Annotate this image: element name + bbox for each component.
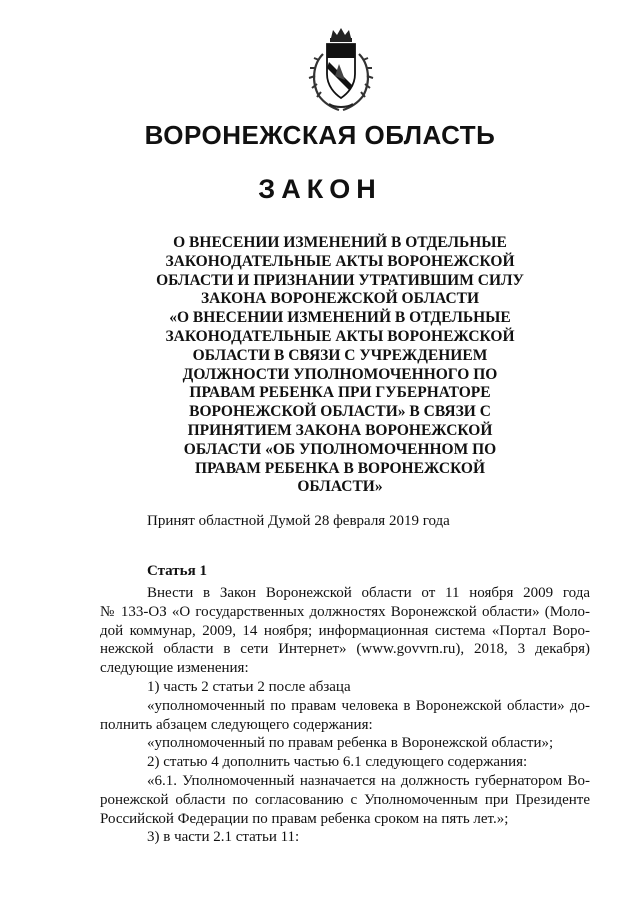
body-line: ронежской области по согласованию с Уполномоченным при Президенте	[100, 791, 590, 808]
title-line: ПРИНЯТИЕМ ЗАКОНА ВОРОНЕЖСКОЙ	[187, 421, 493, 439]
title-line: ОБЛАСТИ И ПРИЗНАНИИ УТРАТИВШИМ СИЛУ	[156, 271, 524, 289]
body-line: «уполномоченный по правам ребенка в Воронежской области»;	[147, 735, 554, 752]
title-line: ОБЛАСТИ «ОБ УПОЛНОМОЧЕННОМ ПО	[183, 440, 497, 458]
article-heading: Статья 1	[147, 563, 207, 579]
body-line: № 133-ОЗ «О государственных должностях Воронежской области» (Моло-	[100, 603, 590, 620]
body-line: «6.1. Уполномоченный назначается на должность губернатором Во-	[147, 772, 590, 789]
adoption-note: Принят областной Думой 28 февраля 2019 года	[147, 513, 450, 529]
body-line: следующие изменения:	[100, 660, 249, 677]
body-line: полнить абзацем следующего содержания:	[100, 716, 373, 733]
law-title	[140, 234, 540, 497]
title-line: ЗАКОНА ВОРОНЕЖСКОЙ ОБЛАСТИ	[200, 290, 480, 308]
coat-of-arms-icon	[305, 24, 377, 112]
title-line: ДОЛЖНОСТИ УПОЛНОМОЧЕННОГО ПО	[182, 365, 498, 383]
body-line: Внести в Закон Воронежской области от 11 ноября 2009 года	[147, 585, 590, 601]
body-line: 1) часть 2 статьи 2 после абзаца	[147, 678, 351, 695]
title-line: ВОРОНЕЖСКОЙ ОБЛАСТИ» В СВЯЗИ С	[189, 403, 491, 421]
title-line: ЗАКОНОДАТЕЛЬНЫЕ АКТЫ ВОРОНЕЖСКОЙ	[165, 252, 515, 270]
body-line: Российской Федерации по правам ребенка сроком на пять лет.»;	[100, 810, 509, 827]
body-line: 3) в части 2.1 статьи 11:	[147, 829, 300, 846]
title-line: ПРАВАМ РЕБЕНКА ПРИ ГУБЕРНАТОРЕ	[189, 384, 491, 402]
title-line: ОБЛАСТИ»	[297, 478, 383, 496]
body-line: нежской области в сети Интернет» (www.govvrn.ru), 2018, 3 декабря)	[100, 641, 590, 658]
title-line: ОБЛАСТИ В СВЯЗИ С УЧРЕЖДЕНИЕМ	[192, 346, 488, 364]
title-line: О ВНЕСЕНИИ ИЗМЕНЕНИЙ В ОТДЕЛЬНЫЕ	[173, 234, 507, 251]
title-line: ПРАВАМ РЕБЕНКА В ВОРОНЕЖСКОЙ	[194, 459, 486, 477]
body-line: дой коммунар, 2009, 14 ноября; информационная система «Портал Воро-	[100, 622, 590, 639]
region-heading: ВОРОНЕЖСКАЯ ОБЛАСТЬ	[144, 120, 496, 150]
title-line: ЗАКОНОДАТЕЛЬНЫЕ АКТЫ ВОРОНЕЖСКОЙ	[165, 327, 515, 345]
body-line: «уполномоченный по правам человека в Воронежской области» до-	[147, 697, 590, 714]
body-line: 2) статью 4 дополнить частью 6.1 следующего содержания:	[147, 754, 528, 771]
document-type: ЗАКОН	[258, 174, 382, 204]
article-body	[100, 584, 590, 847]
title-line: «О ВНЕСЕНИИ ИЗМЕНЕНИЙ В ОТДЕЛЬНЫЕ	[169, 309, 511, 327]
